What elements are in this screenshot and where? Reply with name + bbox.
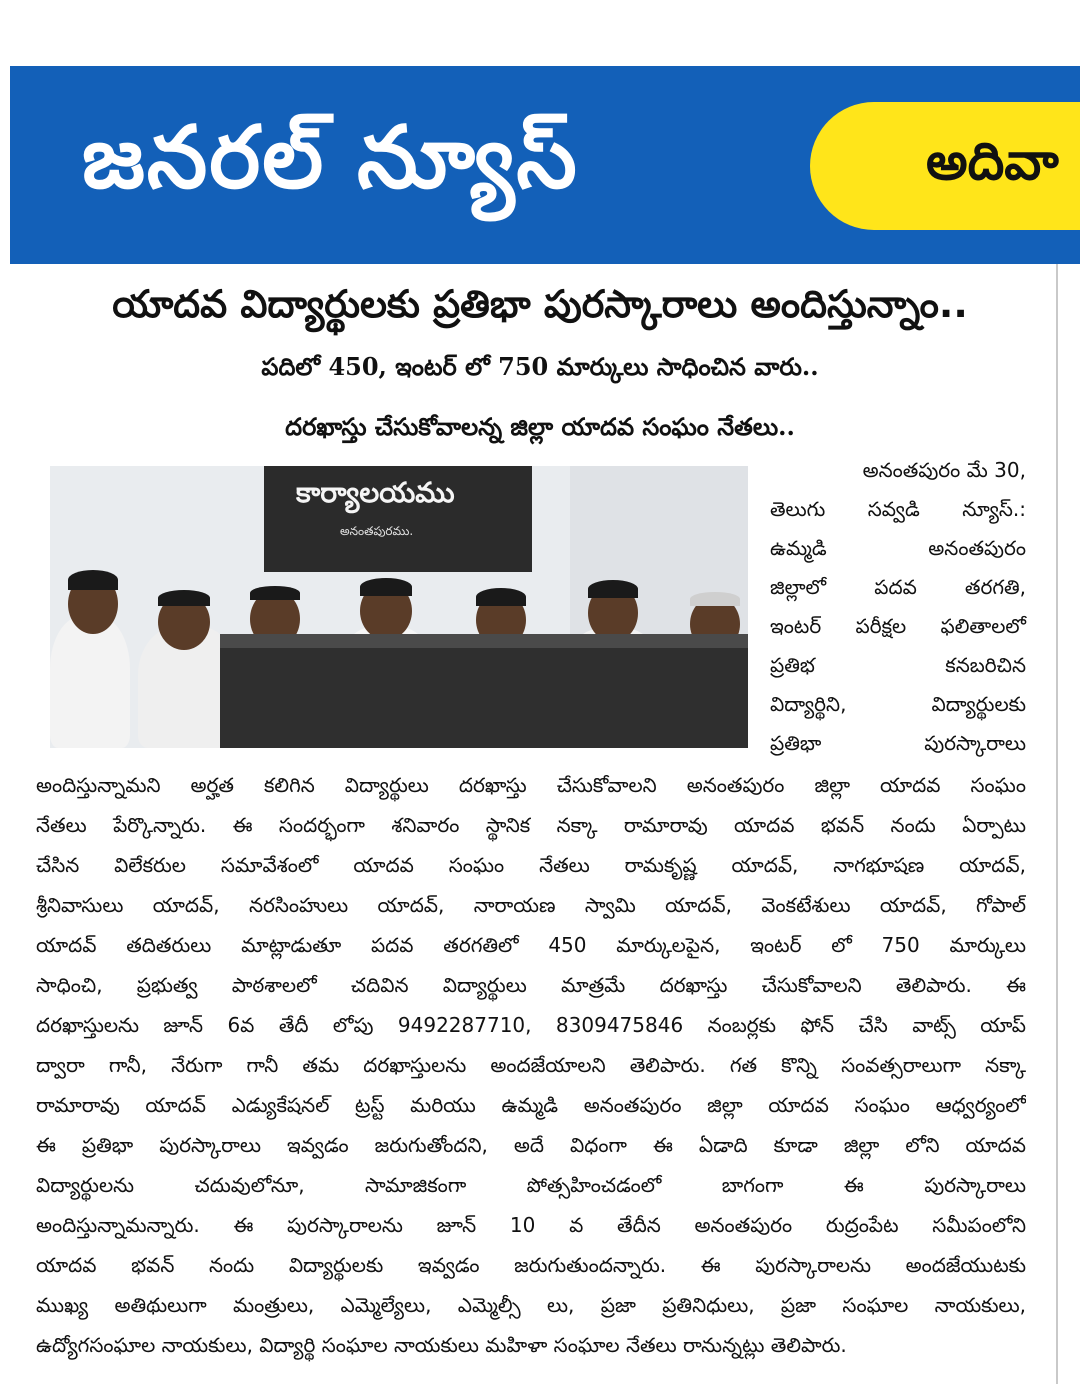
person-5-hair xyxy=(476,588,526,606)
conference-table xyxy=(220,634,748,748)
person-7-hair xyxy=(690,592,740,606)
masthead-banner xyxy=(10,66,1080,264)
body-line: యాదవ్ తదితరులు మాట్లాడుతూ పదవ తరగతిలో 450 మార్కులపైన, ఇంటర్ లో 750 మార్కులు xyxy=(36,933,1026,957)
column-line: విద్యార్థిని, విద్యార్థులకు xyxy=(770,692,1026,716)
body-line: యాదవ భవన్ నందు విద్యార్థులకు ఇవ్వడం జరుగుతుందన్నారు. ఈ పురస్కారాలను అందజేయుటకు xyxy=(36,1253,1026,1277)
body-line: ముఖ్య అతిథులుగా మంత్రులు, ఎమ్మెల్యేలు, ఎమ్మెల్సీ లు, ప్రజా ప్రతినిధులు, ప్రజా సంఘాల నాయకులు, xyxy=(36,1293,1026,1317)
body-line: ద్వారా గానీ, నేరుగా గానీ తమ దరఖాస్తులను అందజేయాలని తెలిపారు. గత కొన్ని సంవత్సరాలుగా నక్కా xyxy=(36,1053,1026,1077)
section-title: జనరల్ న్యూస్ xyxy=(82,108,579,208)
article-headline: యాదవ విద్యార్థులకు ప్రతిభా పురస్కారాలు అందిస్తున్నాం.. xyxy=(112,282,968,326)
column-line: తెలుగు సవ్వడి న్యూస్.: xyxy=(770,497,1026,521)
column-line: ఇంటర్ పరీక్షల ఫలితాలలో xyxy=(770,614,1026,638)
column-line: ఉమ్మడి అనంతపురం xyxy=(770,536,1026,560)
day-badge xyxy=(810,102,1080,230)
office-board xyxy=(264,466,532,572)
person-2-hair xyxy=(158,590,210,606)
column-line: అనంతపురం మే 30, xyxy=(862,458,1026,482)
body-line: సాధించి, ప్రభుత్వ పాఠశాలలో చదివిన విద్యార్థులు మాత్రమే దరఖాస్తు చేసుకోవాలని తెలిపారు. ఈ xyxy=(36,973,1026,997)
body-line: అందిస్తున్నామన్నారు. ఈ పురస్కారాలను జూన్ 10 వ తేదీన అనంతపురం రుద్రంపేట సమీపంలోని xyxy=(36,1213,1026,1237)
body-line: చేసిన విలేకరుల సమావేశంలో యాదవ సంఘం నేతలు రామకృష్ణ యాదవ్, నాగభూషణ యాదవ్, xyxy=(36,853,1026,877)
body-line: ఉద్యోగసంఘాల నాయకులు, విద్యార్థి సంఘాల నాయకులు మహిళా సంఘాల నేతలు రానున్నట్లు తెలిపారు. xyxy=(36,1333,847,1357)
person-1-hair xyxy=(68,570,118,590)
body-line: నేతలు పేర్కొన్నారు. ఈ సందర్భంగా శనివారం స్థానిక నక్కా రామారావు యాదవ భవన్ నందు ఏర్పాటు xyxy=(36,813,1026,837)
column-line: ప్రతిభా పురస్కారాలు xyxy=(770,731,1026,755)
body-line: శ్రీనివాసులు యాదవ్, నరసింహులు యాదవ్, నారాయణ స్వామి యాదవ్, వెంకటేశులు యాదవ్, గోపాల్ xyxy=(36,893,1026,917)
column-line: జిల్లాలో పదవ తరగతి, xyxy=(770,575,1026,599)
body-line: విద్యార్థులను చదువులోనూ, సామాజికంగా పోత్సహించడంలో బాగంగా ఈ పురస్కారాలు xyxy=(36,1173,1026,1197)
conference-table-top xyxy=(220,634,748,648)
body-line: రామారావు యాదవ్ ఎడ్యుకేషనల్ ట్రస్ట్ మరియు ఉమ్మడి అనంతపురం జిల్లా యాదవ సంఘం ఆధ్వర్యంలో xyxy=(36,1093,1026,1117)
article-subhead-1: పదిలో 450, ఇంటర్ లో 750 మార్కులు సాధించిన వారు.. xyxy=(261,352,819,381)
person-6-hair xyxy=(588,580,638,598)
body-line: దరఖాస్తులను జూన్ 6వ తేదీ లోపు 9492287710, 8309475846 నంబర్లకు ఫోన్ చేసి వాట్స్ యాప్ xyxy=(36,1013,1026,1037)
article-photo xyxy=(50,466,748,748)
person-1 xyxy=(50,616,130,748)
body-line: అందిస్తున్నామని అర్హత కలిగిన విద్యార్థులు దరఖాస్తు చేసుకోవాలని అనంతపురం జిల్లా యాదవ సంఘం xyxy=(36,773,1026,797)
office-board-subtitle: అనంతపురము. xyxy=(340,524,414,538)
body-line: ఈ ప్రతిభా పురస్కారాలు ఇవ్వడం జరుగుతోందని, అదే విధంగా ఈ ఏడాది కూడా జిల్లా లోని యాదవ xyxy=(36,1133,1026,1157)
day-label: అదివా xyxy=(926,132,1059,192)
column-divider xyxy=(1056,264,1058,1384)
person-3-hair xyxy=(250,586,300,600)
article-subhead-2: దరఖాస్తు చేసుకోవాలన్న జిల్లా యాదవ సంఘం నేతలు.. xyxy=(285,412,795,441)
office-board-title: కార్యాలయము xyxy=(296,476,455,509)
column-line: ప్రతిభ కనబరిచిన xyxy=(770,653,1026,677)
person-4-hair xyxy=(360,578,412,596)
